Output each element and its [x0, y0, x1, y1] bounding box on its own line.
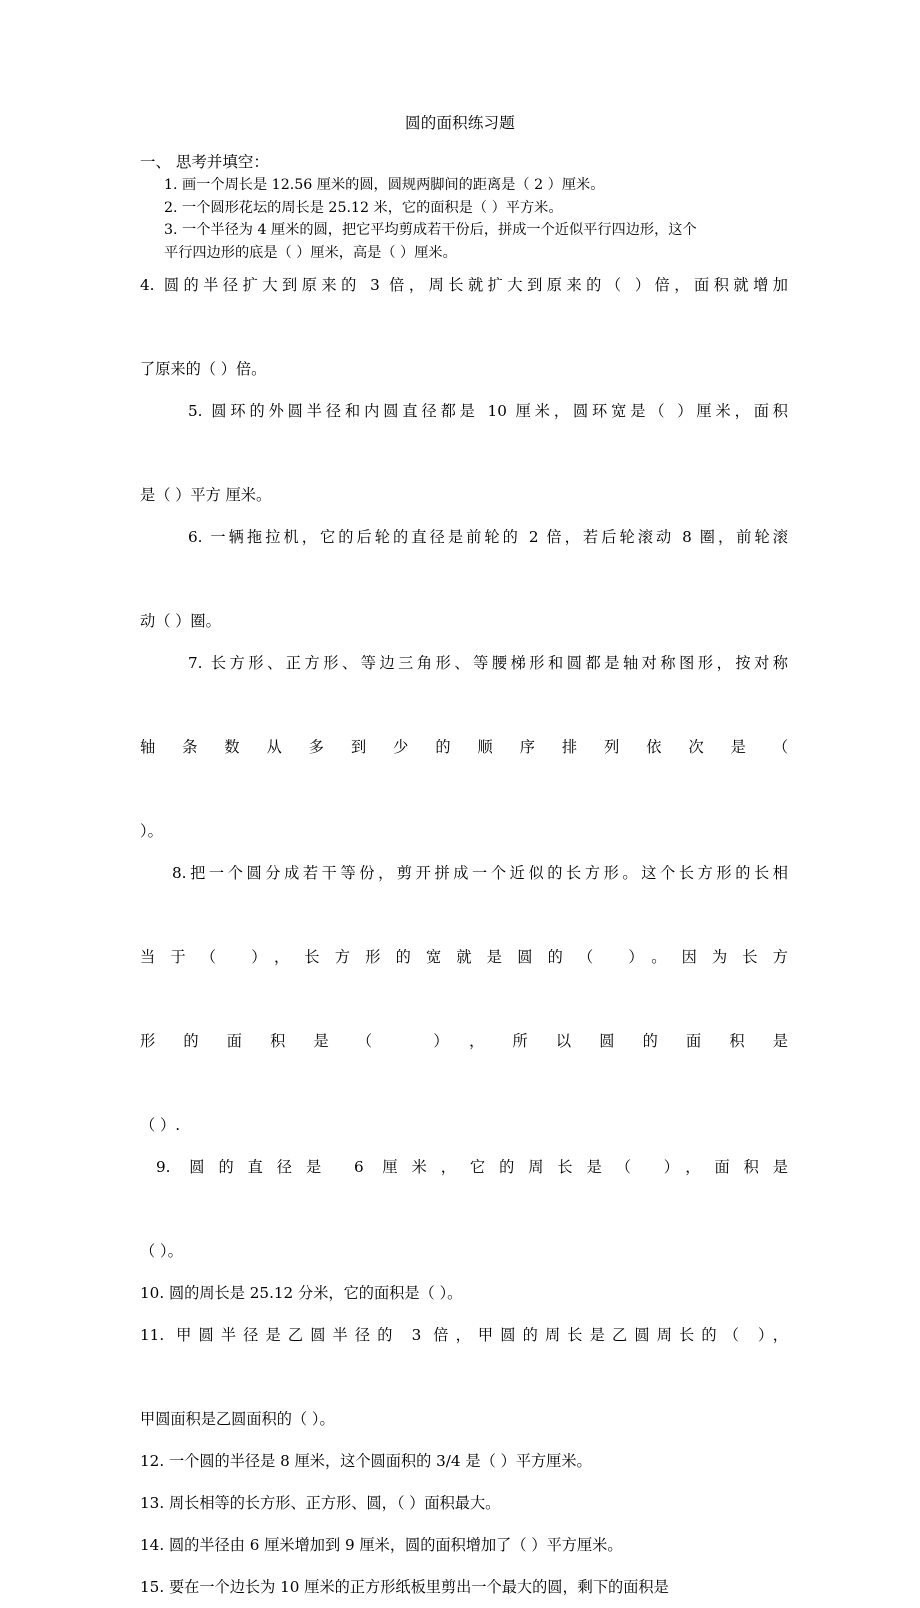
- question-5: [140, 390, 788, 516]
- question-8: [140, 852, 788, 1146]
- sub-question-3-line-1: 3. 一个半径为 4 厘米的圆，把它平均剪成若干份后，拼成一个近似平行四边形，这个: [164, 222, 697, 238]
- question-8-line-1: 8.把一个圆分成若干等份，剪开拼成一个近似的长方形。这个长方形的长相: [172, 864, 788, 882]
- question-15: [140, 1566, 788, 1608]
- question-8-line-4: （ ）.: [140, 1116, 181, 1134]
- document-body: [140, 150, 788, 1608]
- question-4-line-2: 了原来的（ ）倍。: [140, 360, 267, 378]
- sub-question-3: [164, 219, 788, 264]
- page-title: 圆的面积练习题: [405, 114, 515, 132]
- question-7-line-1: 7. 长方形、正方形、等边三角形、等腰梯形和圆都是轴对称图形，按对称: [188, 654, 788, 672]
- section-heading: 一、 思考并填空：: [140, 153, 269, 171]
- question-9-line-2: （ ）。: [140, 1242, 183, 1260]
- sub-question-2: [164, 197, 788, 220]
- question-7: [140, 642, 788, 852]
- sub-question-3-line-2: 平行四边形的底是（ ）厘米，高是（ ）厘米。: [164, 244, 457, 261]
- question-6: [140, 516, 788, 642]
- sub-question-list: [140, 174, 788, 264]
- question-13-line-1: 13. 周长相等的长方形、正方形、圆，（ ）面积最大。: [140, 1494, 501, 1512]
- question-12-line-1: 12. 一个圆的半径是 8 厘米，这个圆面积的 3/4 是（ ）平方厘米。: [140, 1452, 592, 1470]
- question-4: [140, 264, 788, 390]
- question-10-line-1: 10. 圆的周长是 25.12 分米，它的面积是（ ）。: [140, 1284, 463, 1302]
- question-15-line-1: 15. 要在一个边长为 10 厘米的正方形纸板里剪出一个最大的圆，剩下的面积是: [140, 1578, 669, 1596]
- question-6-line-2: 动（ ）圈。: [140, 612, 221, 630]
- question-8-line-3: 形的面积是（ ），所以圆的面积是: [140, 1032, 788, 1050]
- question-14: [140, 1524, 788, 1566]
- question-7-line-2: 轴条数从多到少的顺序排列依次是（: [140, 738, 788, 756]
- question-13: [140, 1482, 788, 1524]
- question-10: [140, 1272, 788, 1314]
- question-9: [140, 1146, 788, 1272]
- question-12: [140, 1440, 788, 1482]
- question-7-line-2-tail: ）。: [140, 822, 163, 840]
- question-11: [140, 1314, 788, 1440]
- question-11-line-2: 甲圆面积是乙圆面积的（ ）。: [140, 1410, 335, 1428]
- question-6-line-1: 6. 一辆拖拉机，它的后轮的直径是前轮的 2 倍，若后轮滚动 8 圈，前轮滚: [188, 528, 788, 546]
- question-4-line-1: 4. 圆的半径扩大到原来的 3 倍，周长就扩大到原来的（ ）倍，面积就增加: [140, 276, 788, 294]
- question-9-line-1: 9. 圆的直径是 6 厘米，它的周长是（ ），面积是: [156, 1158, 788, 1176]
- sub-question-1-line-1: 1. 画一个周长是 12.56 厘米的圆，圆规两脚间的距离是（ 2 ）厘米。: [164, 177, 605, 193]
- question-5-line-2: 是（ ）平方 厘米。: [140, 486, 272, 504]
- question-14-line-1: 14. 圆的半径由 6 厘米增加到 9 厘米，圆的面积增加了（ ）平方厘米。: [140, 1536, 623, 1554]
- question-8-line-2: 当于（ ），长方形的宽就是圆的（ ）。因为长方: [140, 948, 788, 966]
- sub-question-2-line-1: 2. 一个圆形花坛的周长是 25.12 米，它的面积是（ ）平方米。: [164, 199, 563, 216]
- sub-question-1: [164, 174, 788, 197]
- question-5-line-1: 5. 圆环的外圆半径和内圆直径都是 10 厘米，圆环宽是（ ）厘米，面积: [188, 402, 788, 420]
- question-11-line-1: 11. 甲圆半径是乙圆半径的 3 倍，甲圆的周长是乙圆周长的（ ），: [140, 1326, 788, 1344]
